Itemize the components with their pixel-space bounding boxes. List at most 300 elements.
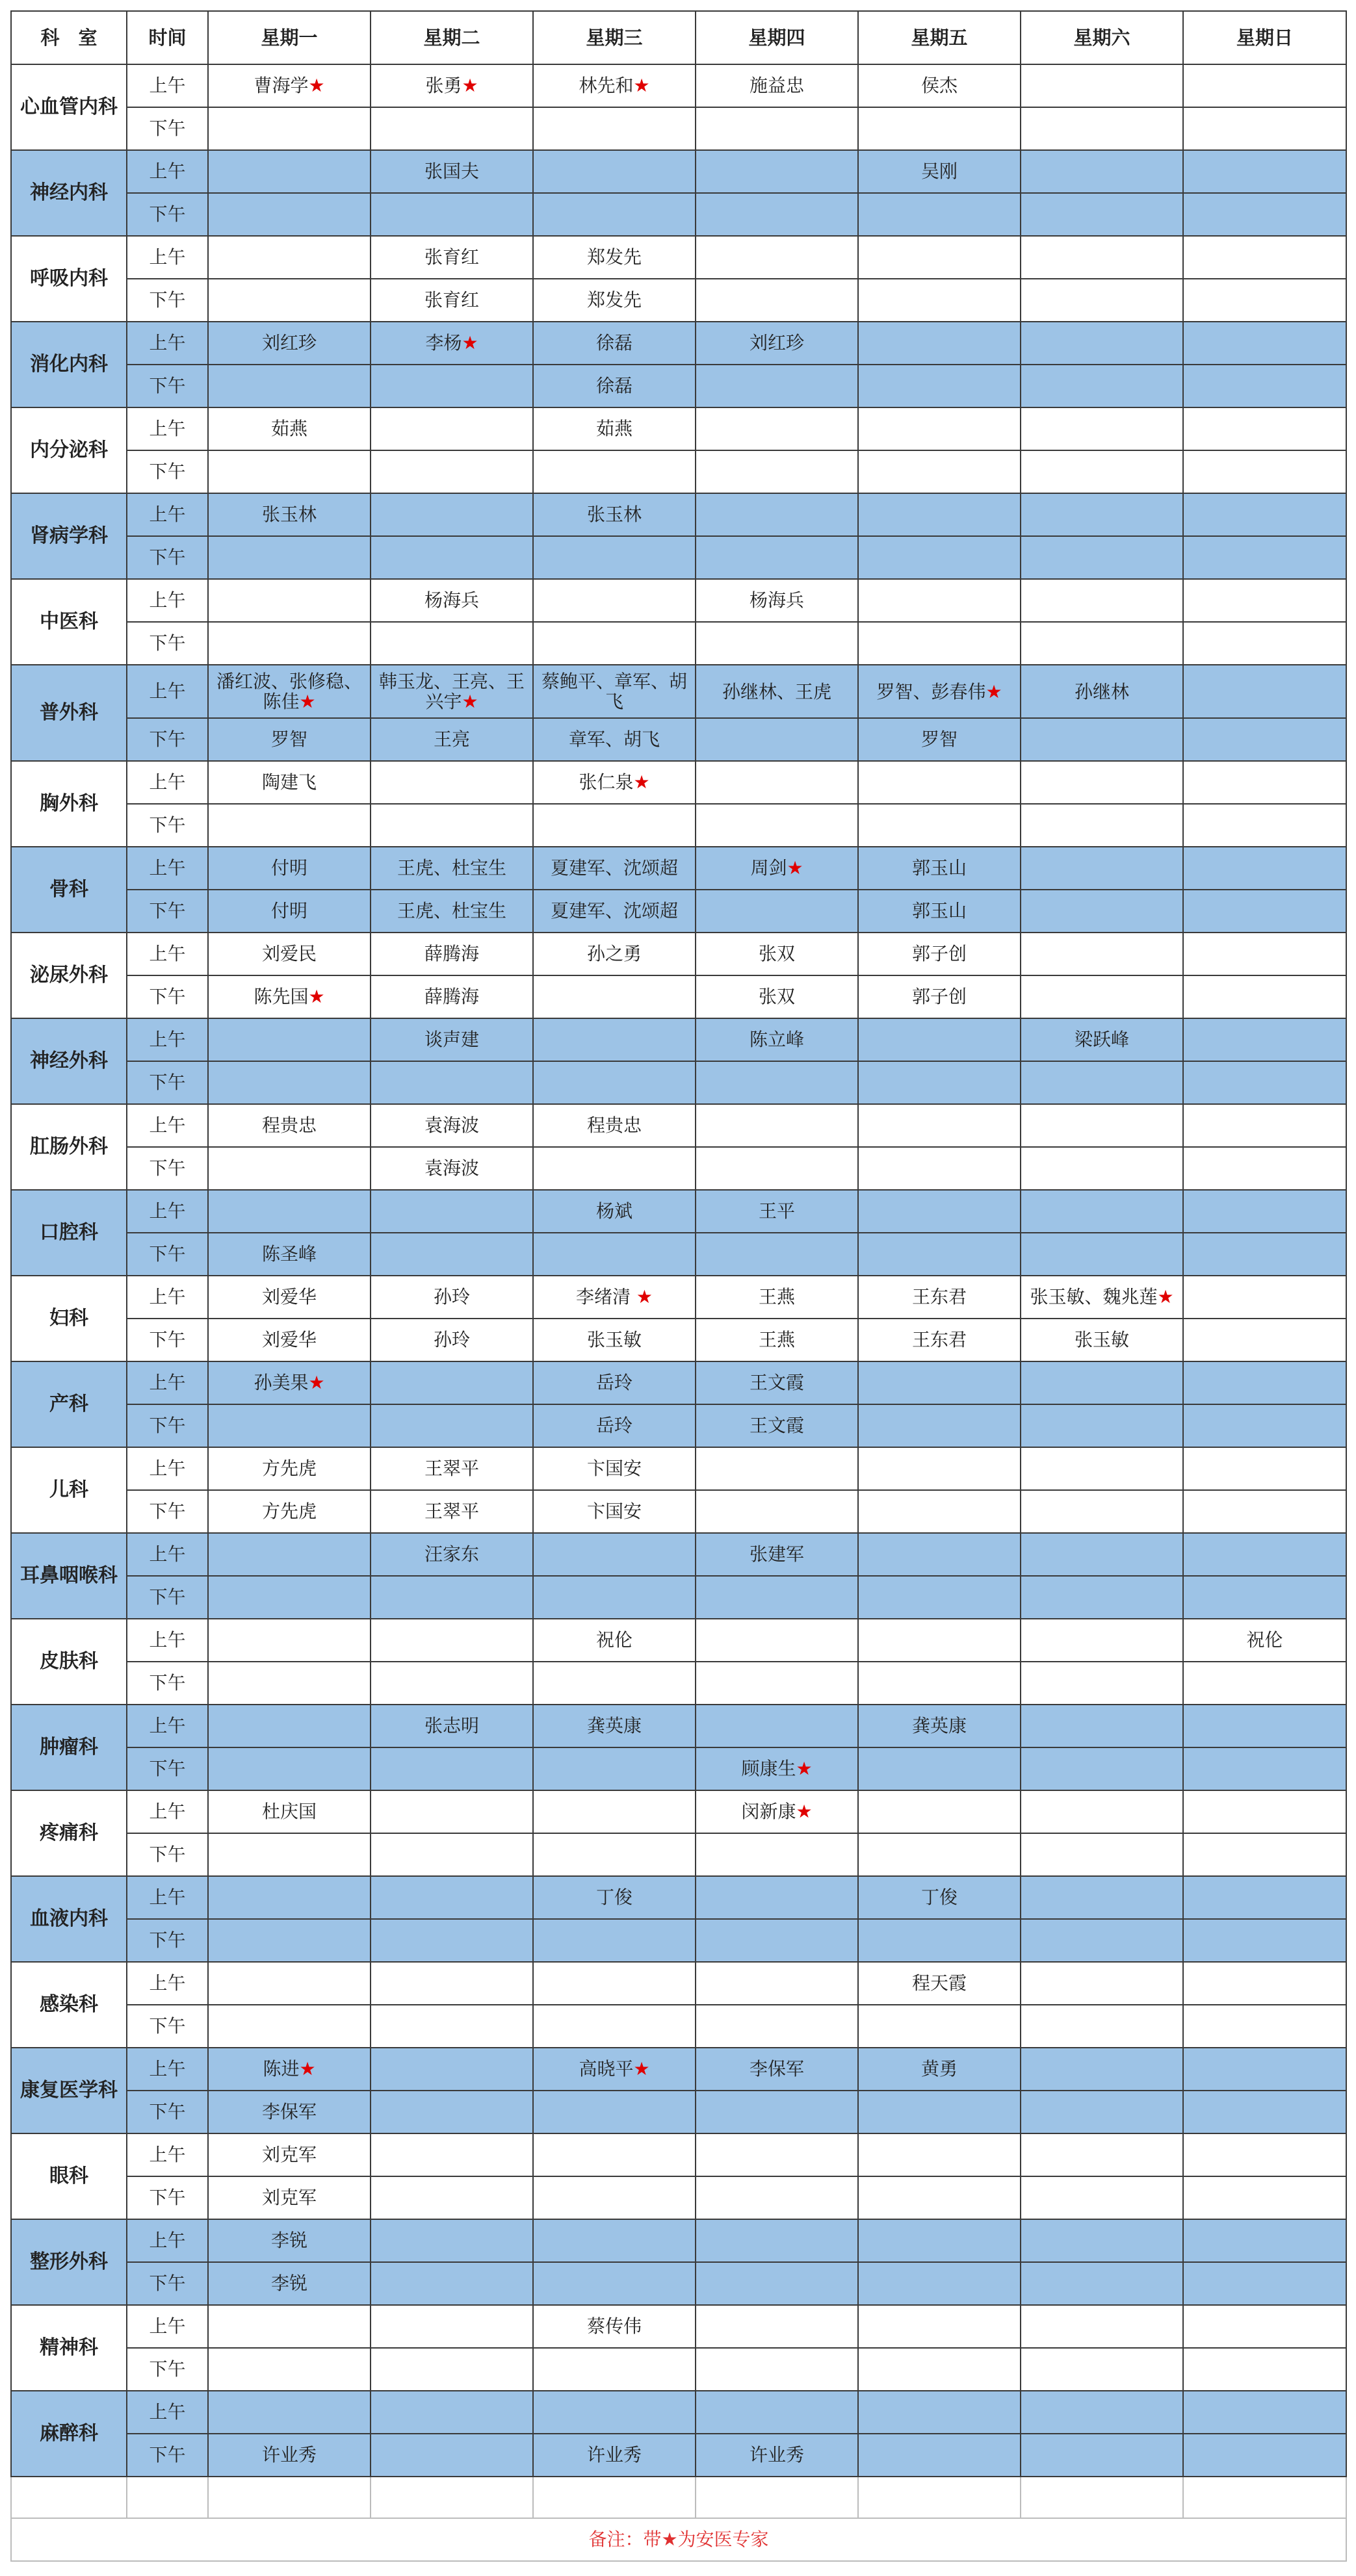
doctor-cell [208,1276,371,1319]
doctor-name: 陈进 [263,2058,300,2080]
dept-name: 肾病学科 [11,493,127,579]
doctor-cell [208,536,371,579]
dept-row-pm [11,975,1346,1018]
dept-name: 普外科 [11,665,127,761]
doctor-cell [858,493,1021,536]
doctor-name: 李锐 [270,2273,307,2294]
blank-cell [1183,2477,1346,2518]
time-slot-label: 上午 [127,2219,208,2262]
dept-name: 产科 [11,1361,127,1447]
expert-star-icon: ★ [787,857,803,879]
doctor-name: 罗智 [920,728,958,750]
dept-name: 麻醉科 [11,2391,127,2477]
dept-row-pm [11,2434,1346,2477]
doctor-cell [1021,2391,1183,2434]
doctor-cell [858,1790,1021,1833]
doctor-cell [1021,1190,1183,1233]
doctor-cell [1021,804,1183,847]
doctor-cell [696,1319,858,1361]
time-slot-label: 上午 [127,64,208,107]
doctor-cell [858,1319,1021,1361]
dept-row-pm [11,1490,1346,1533]
doctor-cell [696,1061,858,1104]
doctor-name: 林先和 [579,75,634,96]
blank-cell [371,2477,533,2518]
doctor-name: 蔡鲍平、章军、胡飞 [541,671,687,712]
expert-star-icon: ★ [462,332,478,354]
doctor-cell [371,1833,533,1876]
time-slot-label: 下午 [127,1490,208,1533]
doctor-name: 张志明 [424,1715,479,1736]
doctor-cell [696,1619,858,1662]
dept-name: 呼吸内科 [11,236,127,322]
doctor-cell [208,1147,371,1190]
doctor-cell [696,107,858,150]
doctor-cell [1021,407,1183,450]
doctor-cell [371,279,533,322]
doctor-cell [696,2305,858,2348]
doctor-cell [1021,1447,1183,1490]
doctor-cell [533,193,696,236]
doctor-cell [1183,1705,1346,1747]
blank-cell [533,2477,696,2518]
doctor-cell [533,975,696,1018]
doctor-name: 杜庆国 [261,1801,317,1822]
blank-row [11,2477,1346,2518]
expert-star-icon: ★ [308,986,325,1007]
doctor-cell [1183,1404,1346,1447]
doctor-cell [533,450,696,493]
doctor-cell [371,2262,533,2305]
doctor-cell [371,2176,533,2219]
doctor-cell [208,64,371,107]
dept-name: 神经内科 [11,150,127,236]
doctor-cell [858,1662,1021,1705]
dept-row-pm [11,1919,1346,1962]
doctor-name: 徐磊 [595,375,632,396]
doctor-cell [208,2176,371,2219]
doctor-name: 岳玲 [595,1415,632,1436]
blank-cell [127,2477,208,2518]
doctor-cell [1183,2434,1346,2477]
doctor-cell [1021,365,1183,407]
doctor-name: 郭玉山 [911,857,967,879]
dept-row-pm [11,1147,1346,1190]
doctor-cell [1183,1533,1346,1576]
time-slot-label: 上午 [127,2305,208,2348]
doctor-cell [1183,1361,1346,1404]
dept-row-pm [11,107,1346,150]
doctor-cell [1021,1705,1183,1747]
doctor-cell [1183,1919,1346,1962]
dept-row-am [11,322,1346,365]
doctor-cell [371,365,533,407]
doctor-cell [1183,1962,1346,2005]
doctor-name: 孙继林、王虎 [722,680,831,702]
doctor-cell [696,1533,858,1576]
doctor-name: 刘克军 [261,2187,317,2208]
doctor-cell [858,536,1021,579]
doctor-cell [1021,1662,1183,1705]
dept-row-am [11,1104,1346,1147]
doctor-cell [1183,322,1346,365]
time-slot-label: 上午 [127,236,208,279]
doctor-name: 孙玲 [433,1286,470,1307]
doctor-name: 李绪清 [575,1286,636,1307]
time-slot-label: 下午 [127,804,208,847]
doctor-name: 陶建飞 [261,771,317,793]
doctor-cell [1183,1276,1346,1319]
doctor-cell [208,804,371,847]
time-slot-label: 下午 [127,1662,208,1705]
time-slot-label: 上午 [127,1705,208,1747]
doctor-cell [208,1490,371,1533]
dept-name: 肛肠外科 [11,1104,127,1190]
doctor-name: 张国夫 [424,161,479,182]
expert-star-icon: ★ [796,1801,813,1822]
expert-star-icon: ★ [633,2058,650,2080]
doctor-cell [371,493,533,536]
doctor-cell [208,1361,371,1404]
doctor-cell [1021,193,1183,236]
doctor-cell [858,1018,1021,1061]
doctor-name: 徐磊 [595,332,632,354]
doctor-cell [533,2091,696,2133]
doctor-cell [696,1190,858,1233]
time-slot-label: 上午 [127,665,208,718]
doctor-cell [696,2391,858,2434]
time-slot-label: 上午 [127,1018,208,1061]
doctor-cell [1021,890,1183,933]
doctor-cell [533,536,696,579]
doctor-name: 陈圣峰 [261,1243,317,1265]
doctor-cell [208,579,371,622]
dept-row-am [11,2048,1346,2091]
time-slot-label: 下午 [127,193,208,236]
time-slot-label: 上午 [127,761,208,804]
dept-row-am [11,1018,1346,1061]
schedule-body [11,64,1346,2477]
doctor-cell [371,2434,533,2477]
doctor-cell [533,1104,696,1147]
doctor-cell [858,2005,1021,2048]
doctor-name: 郑发先 [586,289,642,311]
doctor-name: 薛腾海 [424,943,479,964]
doctor-cell [533,1919,696,1962]
doctor-cell [1021,1533,1183,1576]
doctor-cell [533,322,696,365]
doctor-cell [208,847,371,890]
doctor-name: 陈先国 [254,986,309,1007]
doctor-cell [208,2005,371,2048]
doctor-cell [858,1747,1021,1790]
doctor-cell [533,1190,696,1233]
doctor-name: 韩玉龙、王亮、王兴宇 [378,671,525,712]
doctor-name: 张育红 [424,289,479,311]
dept-row-pm [11,193,1346,236]
doctor-cell [533,1576,696,1619]
doctor-cell [371,1919,533,1962]
footer-note-row [11,2518,1346,2561]
doctor-cell [1183,1061,1346,1104]
doctor-cell [1021,1747,1183,1790]
doctor-cell [1021,1233,1183,1276]
doctor-name: 许业秀 [749,2444,804,2466]
doctor-cell [533,107,696,150]
time-slot-label: 上午 [127,2133,208,2176]
dept-name: 妇科 [11,1276,127,1361]
time-slot-label: 上午 [127,1876,208,1919]
doctor-cell [696,2176,858,2219]
doctor-cell [696,847,858,890]
dept-row-pm [11,1061,1346,1104]
doctor-cell [696,890,858,933]
doctor-cell [858,64,1021,107]
doctor-cell [1183,2005,1346,2048]
doctor-cell [1021,1576,1183,1619]
header-day-wed: 星期三 [533,11,696,64]
dept-name: 心血管内科 [11,64,127,150]
doctor-cell [858,2348,1021,2391]
dept-row-pm [11,2176,1346,2219]
time-slot-label: 上午 [127,493,208,536]
doctor-name: 孙玲 [433,1329,470,1350]
doctor-cell [696,975,858,1018]
doctor-cell [208,2262,371,2305]
expert-star-icon: ★ [299,691,316,712]
doctor-cell [533,804,696,847]
doctor-cell [696,1490,858,1533]
dept-row-am [11,1533,1346,1576]
doctor-cell [696,1705,858,1747]
doctor-cell [696,665,858,718]
doctor-cell [696,1576,858,1619]
doctor-name: 周剑 [750,857,787,879]
doctor-cell [371,933,533,975]
doctor-name: 刘红珍 [749,332,804,354]
doctor-cell [533,847,696,890]
time-slot-label: 上午 [127,1619,208,1662]
doctor-name: 罗智、彭春伟 [876,680,986,702]
doctor-cell [1021,322,1183,365]
doctor-cell [1183,236,1346,279]
doctor-cell [371,975,533,1018]
dept-row-am [11,1619,1346,1662]
doctor-name: 施益忠 [749,75,804,96]
doctor-cell [208,1962,371,2005]
doctor-cell [1021,1404,1183,1447]
doctor-cell [208,150,371,193]
doctor-cell [533,493,696,536]
doctor-cell [533,1705,696,1747]
doctor-cell [858,1490,1021,1533]
doctor-cell [1183,1190,1346,1233]
doctor-cell [858,1705,1021,1747]
dept-row-pm [11,279,1346,322]
doctor-cell [371,1190,533,1233]
doctor-name: 卞国安 [586,1458,642,1479]
dept-row-am [11,64,1346,107]
doctor-cell [1021,2048,1183,2091]
doctor-cell [208,2048,371,2091]
time-slot-label: 上午 [127,1361,208,1404]
doctor-cell [371,1747,533,1790]
dept-row-pm [11,890,1346,933]
doctor-name: 郑发先 [586,246,642,268]
expert-star-icon: ★ [308,1372,325,1393]
doctor-cell [1021,1276,1183,1319]
doctor-cell [1183,450,1346,493]
doctor-cell [1021,1833,1183,1876]
doctor-cell [858,1833,1021,1876]
doctor-name: 高晓平 [579,2058,634,2080]
header-dept: 科 室 [11,11,127,64]
doctor-cell [208,1576,371,1619]
doctor-name: 黄勇 [920,2058,958,2080]
time-slot-label: 上午 [127,150,208,193]
doctor-name: 王虎、杜宝生 [397,857,506,879]
doctor-cell [208,236,371,279]
doctor-cell [696,493,858,536]
doctor-name: 方先虎 [261,1458,317,1479]
doctor-cell [858,450,1021,493]
doctor-cell [371,322,533,365]
doctor-name: 侯杰 [920,75,958,96]
doctor-cell [371,1147,533,1190]
doctor-name: 孙继林 [1074,680,1129,702]
dept-row-pm [11,1833,1346,1876]
time-slot-label: 下午 [127,622,208,665]
doctor-cell [208,890,371,933]
doctor-cell [1021,1876,1183,1919]
time-slot-label: 下午 [127,718,208,761]
header-time: 时间 [127,11,208,64]
dept-row-am [11,1705,1346,1747]
doctor-cell [696,450,858,493]
doctor-cell [533,365,696,407]
doctor-cell [533,1447,696,1490]
dept-name: 消化内科 [11,322,127,407]
blank-cell [858,2477,1021,2518]
doctor-cell [1183,2305,1346,2348]
dept-row-am [11,150,1346,193]
doctor-cell [533,579,696,622]
doctor-name: 张仁泉 [579,771,634,793]
doctor-name: 张育红 [424,246,479,268]
doctor-cell [533,1790,696,1833]
dept-row-am [11,1876,1346,1919]
doctor-cell [208,2434,371,2477]
doctor-cell [533,2219,696,2262]
expert-star-icon: ★ [636,1286,653,1307]
doctor-cell [1021,1147,1183,1190]
doctor-cell [533,1061,696,1104]
doctor-name: 谈声建 [424,1029,479,1050]
doctor-cell [1183,107,1346,150]
doctor-cell [371,665,533,718]
doctor-cell [208,1018,371,1061]
dept-row-am [11,2133,1346,2176]
doctor-cell [371,1576,533,1619]
doctor-cell [696,1876,858,1919]
doctor-cell [1183,1619,1346,1662]
doctor-cell [533,1662,696,1705]
doctor-cell [858,933,1021,975]
time-slot-label: 上午 [127,407,208,450]
doctor-cell [371,1962,533,2005]
doctor-cell [371,2091,533,2133]
time-slot-label: 上午 [127,933,208,975]
doctor-cell [208,933,371,975]
dept-row-am [11,1447,1346,1490]
doctor-cell [696,2048,858,2091]
dept-name: 血液内科 [11,1876,127,1962]
doctor-cell [858,622,1021,665]
doctor-cell [1183,718,1346,761]
doctor-cell [533,2305,696,2348]
doctor-cell [1183,2048,1346,2091]
doctor-cell [533,64,696,107]
doctor-name: 张玉敏 [586,1329,642,1350]
time-slot-label: 下午 [127,365,208,407]
doctor-cell [696,1962,858,2005]
doctor-cell [371,407,533,450]
doctor-name: 闵新康 [741,1801,796,1822]
doctor-cell [1183,2091,1346,2133]
doctor-cell [1183,193,1346,236]
doctor-cell [858,890,1021,933]
doctor-name: 张双 [758,986,795,1007]
doctor-cell [696,1833,858,1876]
doctor-cell [696,1447,858,1490]
dept-row-am [11,1790,1346,1833]
doctor-cell [696,2219,858,2262]
doctor-cell [858,975,1021,1018]
dept-name: 神经外科 [11,1018,127,1104]
time-slot-label: 上午 [127,579,208,622]
doctor-cell [371,847,533,890]
doctor-cell [533,2434,696,2477]
doctor-name: 薛腾海 [424,986,479,1007]
doctor-name: 蔡传伟 [586,2315,642,2337]
doctor-cell [371,1104,533,1147]
doctor-cell [533,933,696,975]
dept-name: 眼科 [11,2133,127,2219]
doctor-cell [533,1490,696,1533]
doctor-cell [1021,2219,1183,2262]
doctor-cell [858,1876,1021,1919]
doctor-name: 袁海波 [424,1157,479,1179]
doctor-cell [696,2133,858,2176]
doctor-cell [696,407,858,450]
doctor-cell [208,1447,371,1490]
doctor-cell [1021,1018,1183,1061]
doctor-cell [696,2434,858,2477]
doctor-cell [533,2391,696,2434]
dept-name: 口腔科 [11,1190,127,1276]
doctor-cell [858,1962,1021,2005]
dept-row-pm [11,1319,1346,1361]
dept-name: 感染科 [11,1962,127,2048]
doctor-name: 刘爱民 [261,943,317,964]
doctor-cell [208,1061,371,1104]
doctor-cell [533,665,696,718]
doctor-name: 丁俊 [920,1887,958,1908]
doctor-cell [371,2048,533,2091]
doctor-name: 李保军 [749,2058,804,2080]
doctor-cell [1183,804,1346,847]
doctor-name: 张勇 [425,75,462,96]
